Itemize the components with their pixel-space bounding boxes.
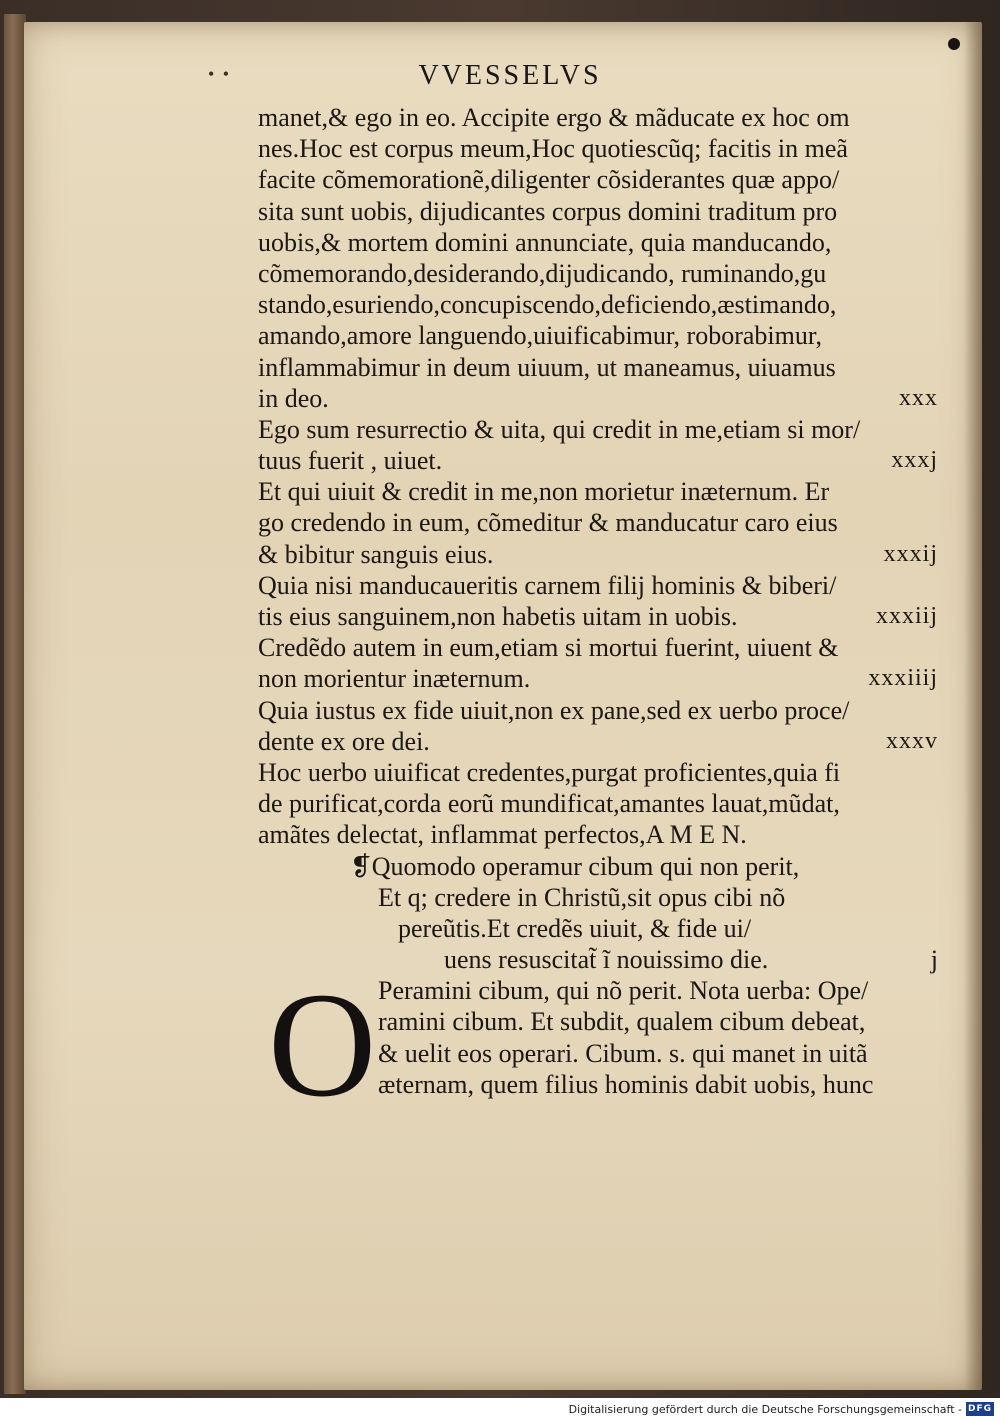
heading-text: ❡Quomodo operamur cibum qui non perit, — [350, 851, 800, 881]
heading-text: pereũtis.Et credẽs uiuit, & fide ui/ — [398, 913, 752, 943]
heading-line — [258, 882, 938, 913]
line-text: sita sunt uobis, dijudicantes corpus domini traditum pro — [258, 196, 838, 226]
text-line — [258, 352, 938, 383]
text-line — [258, 726, 938, 757]
line-text: & bibitur sanguis eius. — [258, 539, 494, 569]
line-text: ramini cibum. Et subdit, qualem cibum debeat, — [378, 1007, 866, 1037]
text-line — [258, 663, 938, 694]
text-line — [258, 258, 938, 289]
heading-line — [258, 851, 938, 882]
text-line — [258, 788, 938, 819]
line-text: inflammabimur in deum uiuum, ut maneamus, uiuamus — [258, 352, 836, 382]
text-line — [258, 632, 938, 663]
line-text: amãtes delectat, inflammat perfectos,A M E N. — [258, 820, 747, 850]
verse-number: xxx — [899, 384, 938, 411]
text-line — [258, 695, 938, 726]
running-head-marks: • • — [208, 64, 232, 84]
text-line — [258, 133, 938, 164]
line-text: cõmemorando,desiderando,dijudicando, ruminando,gu — [258, 258, 827, 288]
dfg-logo: DFG — [967, 1404, 992, 1414]
verse-number: xxxiiij — [868, 665, 938, 692]
line-text: & uelit eos operari. Cibum. s. qui manet in uitã — [378, 1038, 868, 1068]
text-line — [258, 164, 938, 195]
text-line — [258, 196, 938, 227]
line-text: Credẽdo autem in eum,etiam si mortui fuerint, uiuent & — [258, 633, 839, 663]
line-text: Ego sum resurrectio & uita, qui credit in me,etiam si mor/ — [258, 414, 861, 444]
main-text — [258, 102, 938, 851]
heading-text: Et q; credere in Christũ,sit opus cibi nõ — [378, 882, 786, 912]
verse-number: xxxj — [891, 447, 938, 474]
line-text: dente ex ore dei. — [258, 726, 430, 756]
text-line — [258, 320, 938, 351]
line-text: æternam, quem filius hominis dabit uobis, hunc — [378, 1069, 874, 1099]
line-text: uobis,& mortem domini annunciate, quia manducando, — [258, 227, 832, 257]
line-text: manet,& ego in eo. Accipite ergo & mãducate ex hoc om — [258, 103, 850, 132]
page-mark — [948, 38, 960, 50]
line-text: Quia iustus ex fide uiuit,non ex pane,sed ex uerbo proce/ — [258, 695, 850, 725]
line-text: stando,esuriendo,concupiscendo,deficiendo,æstimando, — [258, 290, 837, 320]
text-line — [258, 102, 938, 133]
line-text: go credendo in eum, cõmeditur & manducatur caro eius — [258, 508, 838, 538]
line-text: Quia nisi manducaueritis carnem filij hominis & biberi/ — [258, 570, 837, 600]
line-text: amando,amore languendo,uiuificabimur, roborabimur, — [258, 321, 822, 351]
text-line — [258, 445, 938, 476]
text-line — [258, 757, 938, 788]
text-line — [258, 507, 938, 538]
footer-credit: Digitalisierung gefördert durch die Deutsche Forschungsgemeinschaft - — [568, 1403, 962, 1416]
text-line — [258, 539, 938, 570]
text-line — [258, 289, 938, 320]
text-block — [258, 102, 938, 1100]
text-line — [258, 601, 938, 632]
text-line — [258, 227, 938, 258]
text-line — [258, 476, 938, 507]
running-head: VVESSELVS — [418, 60, 602, 91]
line-text: Peramini cibum, qui nõ perit. Nota uerba: Ope/ — [378, 976, 869, 1006]
verse-number: j — [930, 945, 938, 975]
line-text: Hoc uerbo uiuificat credentes,purgat proficientes,quia fi — [258, 757, 841, 787]
page-shadow — [964, 22, 982, 1390]
verse-number: xxxij — [883, 540, 938, 567]
line-text: in deo. — [258, 383, 329, 413]
text-line — [258, 819, 938, 850]
verse-number: xxxv — [886, 727, 938, 754]
verse-number: xxxiij — [875, 603, 938, 629]
heading-text: uens resuscitat̃ ĩ nouissimo die. — [444, 945, 769, 975]
line-text: facite cõmemorationẽ,diligenter cõsiderantes quæ appo/ — [258, 165, 840, 195]
drop-cap-initial: O — [268, 962, 377, 1128]
line-text: tis eius sanguinem,non habetis uitam in uobis. — [258, 602, 738, 631]
line-text: nes.Hoc est corpus meum,Hoc quotiescũq; facitis in meã — [258, 134, 848, 164]
text-line — [258, 383, 938, 414]
text-line — [258, 414, 938, 445]
line-text: de purificat,corda eorũ mundificat,amantes lauat,mũdat, — [258, 789, 840, 819]
heading-line — [258, 913, 938, 944]
section-heading — [258, 851, 938, 976]
text-line — [258, 570, 938, 601]
line-text: tuus fuerit , uiuet. — [258, 446, 443, 476]
line-text: non morientur inæternum. — [258, 664, 531, 694]
line-text: Et qui uiuit & credit in me,non morietur inæternum. Er — [258, 477, 830, 507]
